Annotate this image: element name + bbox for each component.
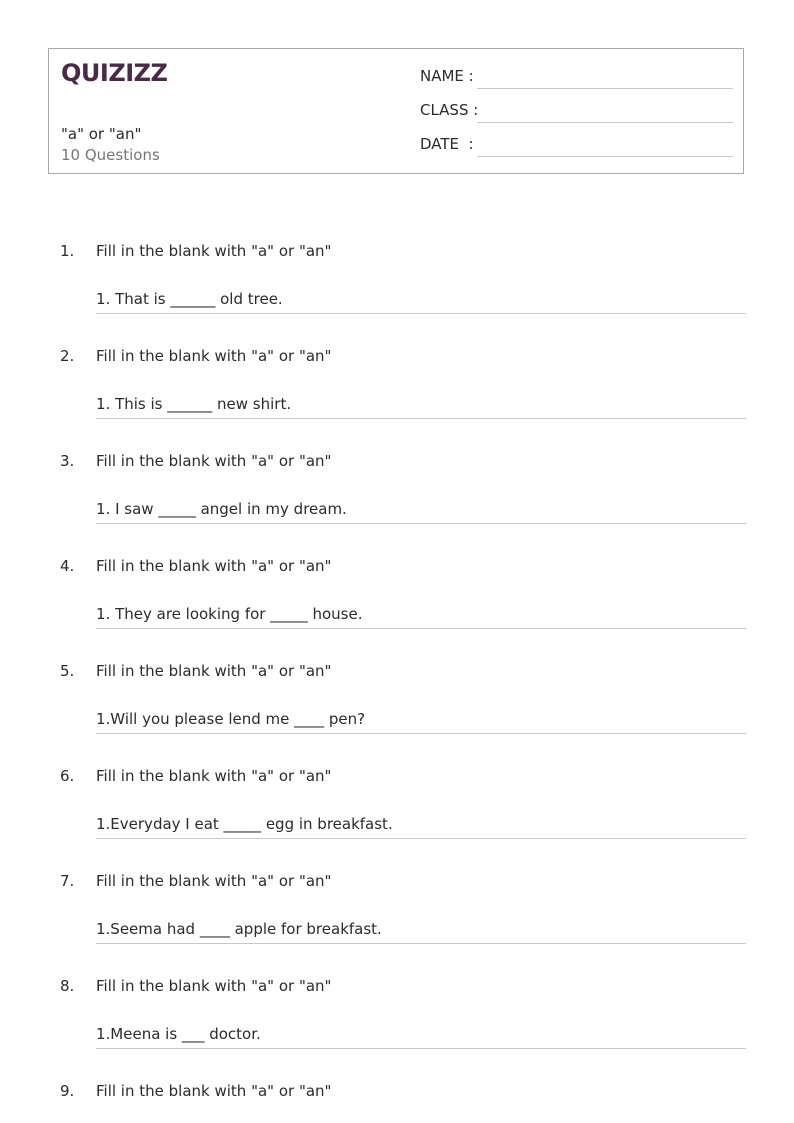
- question-3: [60, 452, 746, 532]
- answer-line[interactable]: 1.Will you please lend me ____ pen?: [96, 710, 746, 734]
- class-label: CLASS :: [420, 101, 479, 119]
- question-count: 10 Questions: [61, 146, 160, 164]
- answer-line[interactable]: 1. That is ______ old tree.: [96, 290, 746, 314]
- answer-line[interactable]: 1.Meena is ___ doctor.: [96, 1025, 746, 1049]
- question-2: [60, 347, 746, 427]
- question-7: [60, 872, 746, 952]
- question-prompt: Fill in the blank with "a" or "an": [96, 977, 332, 995]
- question-number: 3.: [60, 452, 75, 470]
- question-4: [60, 557, 746, 637]
- answer-line[interactable]: 1. I saw _____ angel in my dream.: [96, 500, 746, 524]
- question-prompt: Fill in the blank with "a" or "an": [96, 767, 332, 785]
- question-prompt: Fill in the blank with "a" or "an": [96, 662, 332, 680]
- question-number: 6.: [60, 767, 75, 785]
- question-6: [60, 767, 746, 847]
- question-number: 5.: [60, 662, 75, 680]
- answer-line[interactable]: 1. They are looking for _____ house.: [96, 605, 746, 629]
- question-prompt: Fill in the blank with "a" or "an": [96, 452, 332, 470]
- question-number: 9.: [60, 1082, 75, 1100]
- question-number: 1.: [60, 242, 75, 260]
- question-5: [60, 662, 746, 742]
- date-label: DATE :: [420, 135, 474, 153]
- question-number: 2.: [60, 347, 75, 365]
- name-line[interactable]: [477, 88, 733, 89]
- class-line[interactable]: [477, 122, 733, 123]
- question-1: [60, 242, 746, 322]
- worksheet-header: [48, 48, 744, 174]
- class-field[interactable]: [420, 101, 733, 125]
- answer-line[interactable]: 1.Everyday I eat _____ egg in breakfast.: [96, 815, 746, 839]
- question-number: 7.: [60, 872, 75, 890]
- answer-line[interactable]: 1. This is ______ new shirt.: [96, 395, 746, 419]
- quizizz-logo: QUIZIZZ: [61, 59, 168, 87]
- question-number: 4.: [60, 557, 75, 575]
- question-prompt: Fill in the blank with "a" or "an": [96, 557, 332, 575]
- question-prompt: Fill in the blank with "a" or "an": [96, 872, 332, 890]
- question-prompt: Fill in the blank with "a" or "an": [96, 242, 332, 260]
- date-field[interactable]: [420, 135, 733, 159]
- question-number: 8.: [60, 977, 75, 995]
- question-prompt: Fill in the blank with "a" or "an": [96, 1082, 332, 1100]
- answer-line[interactable]: 1.Seema had ____ apple for breakfast.: [96, 920, 746, 944]
- question-prompt: Fill in the blank with "a" or "an": [96, 347, 332, 365]
- name-label: NAME :: [420, 67, 474, 85]
- question-9: [60, 1082, 746, 1112]
- worksheet-title: "a" or "an": [61, 125, 142, 143]
- question-8: [60, 977, 746, 1057]
- name-field[interactable]: [420, 67, 733, 91]
- date-line[interactable]: [477, 156, 733, 157]
